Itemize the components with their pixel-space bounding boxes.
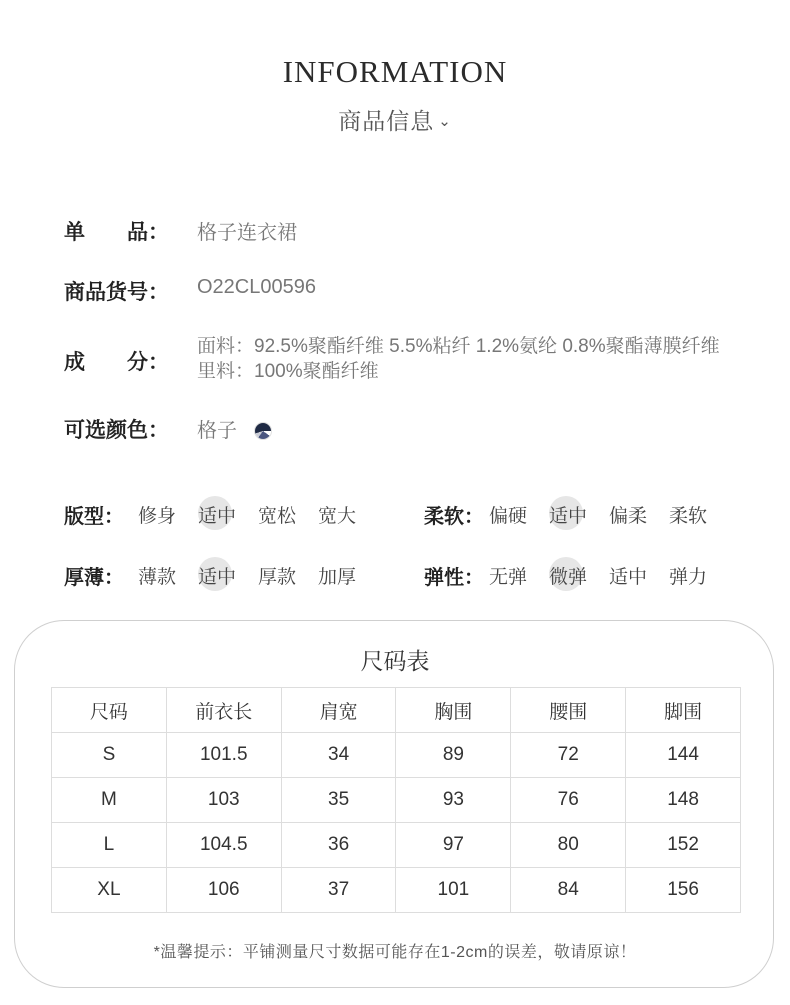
product-label: 单 品：: [64, 221, 169, 244]
table-cell: 103: [166, 778, 281, 823]
table-cell: XL: [52, 868, 167, 913]
composition-value: [197, 334, 720, 384]
table-cell: 37: [281, 868, 396, 913]
color-name: 格子: [197, 420, 237, 442]
size-table: [51, 687, 741, 913]
table-header-cell: 胸围: [396, 688, 511, 733]
plaid-swatch-icon[interactable]: [255, 423, 271, 439]
attr-thickness-option[interactable]: 加厚: [318, 567, 357, 588]
attr-elasticity: [424, 561, 754, 591]
sku-value: O22CL00596: [197, 276, 316, 298]
table-cell: 97: [396, 823, 511, 868]
table-cell: L: [52, 823, 167, 868]
table-header-cell: 腰围: [511, 688, 626, 733]
color-value: [197, 414, 271, 443]
table-cell: 76: [511, 778, 626, 823]
attr-fit-option-selected[interactable]: 适中: [198, 501, 236, 528]
attr-softness-label: 柔软：: [424, 506, 484, 528]
table-cell: 101.5: [166, 733, 281, 778]
attr-thickness-option-selected[interactable]: 适中: [198, 562, 236, 589]
attr-elasticity-option-selected[interactable]: 微弹: [549, 562, 587, 589]
attr-elasticity-option[interactable]: 无弹: [489, 567, 528, 588]
table-cell: 104.5: [166, 823, 281, 868]
table-header-cell: 前衣长: [166, 688, 281, 733]
table-cell: 72: [511, 733, 626, 778]
subtitle-label: 商品信息: [338, 108, 435, 134]
attr-fit-option[interactable]: 宽松: [258, 506, 297, 527]
size-chart-title: 尺码表: [360, 648, 430, 674]
section-subtitle[interactable]: [0, 103, 790, 136]
composition-line-lining: 里料：100%聚酯纤维: [197, 361, 379, 382]
size-note: *温馨提示：平铺测量尺寸数据可能存在1-2cm的误差，敬请原谅！: [153, 944, 637, 961]
attr-elasticity-option[interactable]: 弹力: [669, 567, 708, 588]
table-row: [52, 823, 741, 868]
table-cell: 144: [626, 733, 741, 778]
table-cell: 89: [396, 733, 511, 778]
attr-fit: [64, 500, 394, 530]
attr-fit-label: 版型：: [64, 506, 124, 528]
composition-label: 成 分：: [64, 351, 169, 374]
table-header-cell: 脚围: [626, 688, 741, 733]
table-row: [52, 733, 741, 778]
attr-softness-option[interactable]: 偏硬: [489, 506, 528, 527]
attr-elasticity-option[interactable]: 适中: [609, 567, 648, 588]
table-cell: 35: [281, 778, 396, 823]
table-cell: 106: [166, 868, 281, 913]
table-header-cell: 肩宽: [281, 688, 396, 733]
table-cell: S: [52, 733, 167, 778]
table-cell: 34: [281, 733, 396, 778]
table-row: [52, 778, 741, 823]
chevron-down-icon: ⌄: [438, 113, 452, 130]
table-cell: 152: [626, 823, 741, 868]
page-title: INFORMATION: [282, 54, 508, 89]
attr-softness-option[interactable]: 柔软: [669, 506, 708, 527]
attr-fit-option[interactable]: 修身: [138, 506, 177, 527]
table-cell: M: [52, 778, 167, 823]
attr-elasticity-label: 弹性：: [424, 567, 484, 589]
table-cell: 84: [511, 868, 626, 913]
attr-thickness-option[interactable]: 薄款: [138, 567, 177, 588]
table-cell: 101: [396, 868, 511, 913]
table-cell: 156: [626, 868, 741, 913]
attr-softness-option-selected[interactable]: 适中: [549, 501, 587, 528]
product-value: 格子连衣裙: [197, 222, 297, 244]
attr-softness-option[interactable]: 偏柔: [609, 506, 648, 527]
attr-thickness: [64, 561, 394, 591]
composition-line-outer: 面料：92.5%聚酯纤维 5.5%粘纤 1.2%氨纶 0.8%聚酯薄膜纤维: [197, 336, 720, 357]
color-label: 可选颜色：: [64, 419, 169, 442]
sku-label: 商品货号：: [64, 281, 169, 304]
table-header-row: [52, 688, 741, 733]
attr-thickness-label: 厚薄：: [64, 567, 124, 589]
attr-softness: [424, 500, 754, 530]
size-chart-card: [14, 620, 774, 988]
table-cell: 80: [511, 823, 626, 868]
table-cell: 148: [626, 778, 741, 823]
table-cell: 93: [396, 778, 511, 823]
table-row: [52, 868, 741, 913]
table-header-cell: 尺码: [52, 688, 167, 733]
table-cell: 36: [281, 823, 396, 868]
attr-fit-option[interactable]: 宽大: [318, 506, 357, 527]
attr-thickness-option[interactable]: 厚款: [258, 567, 297, 588]
